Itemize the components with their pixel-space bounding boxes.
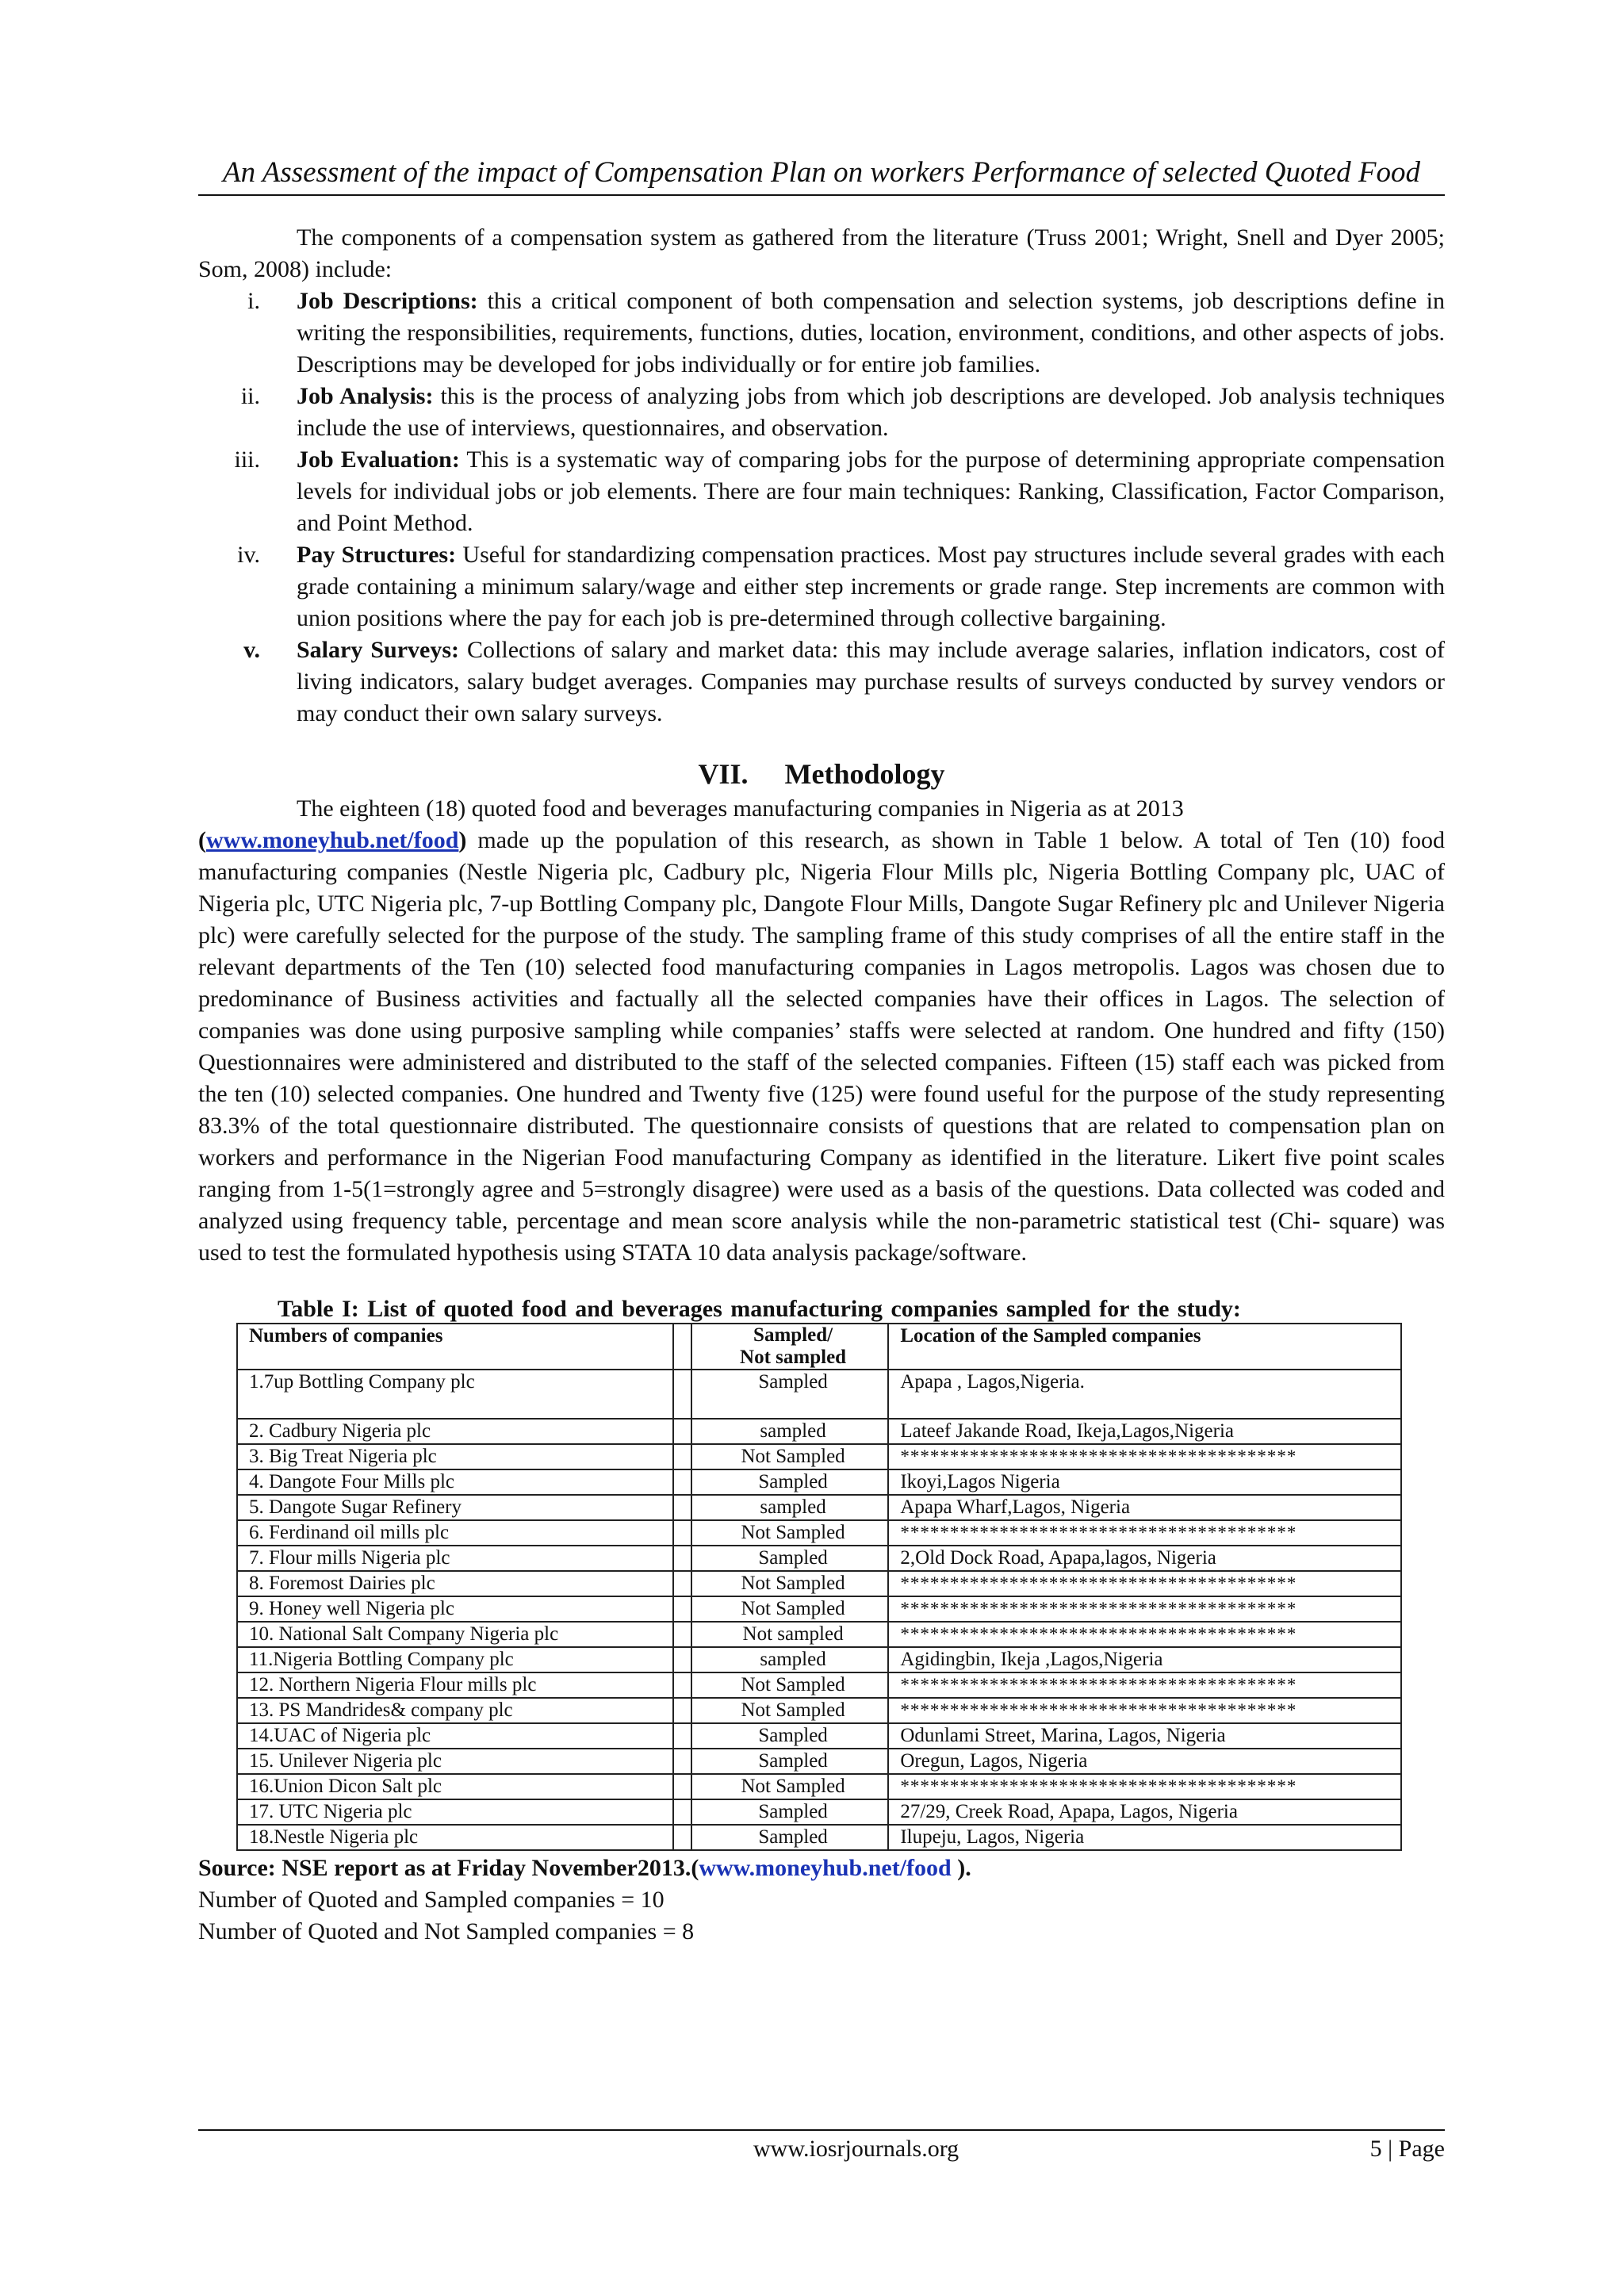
methodology-text-rest: made up the population of this research, as shown in Table 1 below. A total of Ten (10) food manufacturing companies (Nestle Nigeria plc, Cadbury plc, Nigeria Flour Mills plc, Nigeria Bottling Company plc, UAC of Nigeria plc, UTC Nigeria plc, 7-up Bottling Company plc, Dangote Flour Mills, Dangote Sugar Refinery plc and Unilever Nigeria plc) were carefully selected for the purpose of the study. The sampling frame of this study comprises of all the entire staff in the relevant departments of the Ten (10) selected food manufacturing companies in Lagos metropolis. Lagos was chosen due to predominance of Business activities and factually all the selected companies have their offices in Lagos. The selection of companies was done using purposive sampling while companies’ staffs were selected at random. One hundred and fifty (150) Questionnaires were administered and distributed to the staff of the selected companies. Fifteen (15) staff each was picked from the ten (10) selected companies. One hundred and Twenty five (125) were found useful for the purpose of the study representing 83.3% of the total questionnaire distributed. The questionnaire consists of questions that are related to compensation plan on workers and performance in the Nigerian Food manufacturing Company as identified in the literature. Likert five point scales ranging from 1-5(1=strongly agree and 5=strongly disagree) were used as a basis of the questions. Data collected was coded and analyzed using frequency table, percentage and mean score analysis while the non-parametric statistical test (Chi- square) was used to test the formulated hypothesis using STATA 10 data analysis package/software. — [198, 827, 1446, 1266]
spacer-cell — [673, 1469, 691, 1495]
company-cell: 4. Dangote Four Mills plc — [237, 1469, 673, 1495]
running-title: An Assessment of the impact of Compensation Plan on workers Performance of selected Quoted Food — [223, 156, 1420, 189]
status-cell: Sampled — [691, 1799, 889, 1825]
table-row — [237, 1495, 1401, 1520]
status-cell: Sampled — [691, 1723, 889, 1749]
list-term: Salary Surveys: — [297, 637, 460, 663]
location-cell: **************************************** — [888, 1672, 1401, 1698]
list-description: This is a systematic way of comparing jobs for the purpose of determining appropriate compensation levels for individual jobs or job elements. There are four main techniques: Ranking, Classification, Factor Comparison, and Point Method. — [297, 446, 1445, 536]
status-cell: Not Sampled — [691, 1596, 889, 1622]
companies-table — [236, 1323, 1402, 1851]
header-status-line1: Sampled/ — [753, 1324, 833, 1346]
list-item-text — [297, 444, 1445, 539]
status-cell: sampled — [691, 1495, 889, 1520]
list-term: Pay Structures: — [297, 542, 457, 568]
section-heading — [198, 757, 1445, 791]
table-body — [237, 1370, 1401, 1850]
spacer-cell — [673, 1546, 691, 1571]
table-source — [198, 1852, 1445, 1884]
link-close-paren: ) — [458, 827, 467, 853]
spacer-cell — [673, 1444, 691, 1469]
components-list — [198, 285, 1445, 730]
table-row — [237, 1419, 1401, 1444]
table-header-row — [237, 1324, 1401, 1370]
company-cell: 9. Honey well Nigeria plc — [237, 1596, 673, 1622]
spacer-cell — [673, 1596, 691, 1622]
source-suffix: ). — [951, 1855, 971, 1881]
table-row — [237, 1596, 1401, 1622]
status-cell: sampled — [691, 1647, 889, 1672]
spacer-cell — [673, 1799, 691, 1825]
footer-rule — [198, 2129, 1445, 2131]
page-body — [198, 222, 1445, 1948]
company-cell: 8. Foremost Dairies plc — [237, 1571, 673, 1596]
spacer-cell — [673, 1825, 691, 1850]
header-status-line2: Not sampled — [740, 1347, 847, 1368]
status-cell: Sampled — [691, 1370, 889, 1419]
location-cell: Apapa Wharf,Lagos, Nigeria — [888, 1495, 1401, 1520]
moneyhub-link[interactable]: www.moneyhub.net/food — [206, 827, 459, 853]
location-cell: 27/29, Creek Road, Apapa, Lagos, Nigeria — [888, 1799, 1401, 1825]
spacer-cell — [673, 1370, 691, 1419]
list-description: Collections of salary and market data: this may include average salaries, inflation indicators, cost of living indicators, salary budget averages. Companies may purchase results of surveys conducted by survey vendors or may conduct their own salary surveys. — [297, 637, 1446, 726]
list-item — [198, 444, 1445, 539]
company-cell: 3. Big Treat Nigeria plc — [237, 1444, 673, 1469]
methodology-text-start: The eighteen (18) quoted food and beverages manufacturing companies in Nigeria as at 2013 — [297, 795, 1184, 822]
spacer-cell — [673, 1698, 691, 1723]
location-cell: Apapa , Lagos,Nigeria. — [888, 1370, 1401, 1419]
company-cell: 7. Flour mills Nigeria plc — [237, 1546, 673, 1571]
location-cell: **************************************** — [888, 1698, 1401, 1723]
header-status — [691, 1324, 889, 1370]
location-cell: 2,Old Dock Road, Apapa,lagos, Nigeria — [888, 1546, 1401, 1571]
table-row — [237, 1546, 1401, 1571]
list-term: Job Descriptions: — [297, 288, 478, 314]
source-link[interactable]: www.moneyhub.net/food — [699, 1855, 952, 1881]
status-cell: Not Sampled — [691, 1698, 889, 1723]
spacer-cell — [673, 1419, 691, 1444]
table-caption: Table I: List of quoted food and beverages manufacturing companies sampled for the study: — [278, 1296, 1241, 1322]
company-cell: 5. Dangote Sugar Refinery — [237, 1495, 673, 1520]
table-row — [237, 1520, 1401, 1546]
status-cell: Sampled — [691, 1825, 889, 1850]
location-cell: **************************************** — [888, 1520, 1401, 1546]
location-cell: **************************************** — [888, 1774, 1401, 1799]
list-number: iii. — [234, 446, 260, 473]
company-cell: 18.Nestle Nigeria plc — [237, 1825, 673, 1850]
count-not-sampled: Number of Quoted and Not Sampled companies = 8 — [198, 1918, 695, 1944]
location-cell: **************************************** — [888, 1444, 1401, 1469]
list-item-text — [297, 285, 1445, 381]
status-cell: Not Sampled — [691, 1672, 889, 1698]
spacer-cell — [673, 1520, 691, 1546]
list-number: ii. — [240, 383, 260, 409]
location-cell: Oregun, Lagos, Nigeria — [888, 1749, 1401, 1774]
table-row — [237, 1749, 1401, 1774]
list-item-text — [297, 634, 1445, 730]
intro-paragraph: The components of a compensation system as gathered from the literature (Truss 2001; Wright, Snell and Dyer 2005; Som, 2008) include: — [198, 224, 1445, 282]
spacer-cell — [673, 1774, 691, 1799]
table-row — [237, 1444, 1401, 1469]
list-number: v. — [243, 637, 260, 663]
counts — [198, 1884, 1445, 1948]
company-cell: 15. Unilever Nigeria plc — [237, 1749, 673, 1774]
company-cell: 11.Nigeria Bottling Company plc — [237, 1647, 673, 1672]
location-cell: Ikoyi,Lagos Nigeria — [888, 1469, 1401, 1495]
table-row — [237, 1469, 1401, 1495]
list-item-text — [297, 539, 1445, 634]
spacer-cell — [673, 1495, 691, 1520]
section-number: VII. — [698, 758, 749, 790]
spacer-cell — [673, 1647, 691, 1672]
header-company: Numbers of companies — [237, 1324, 673, 1370]
source-prefix: Source: NSE report as at Friday November2013.( — [198, 1855, 699, 1881]
location-cell: Lateef Jakande Road, Ikeja,Lagos,Nigeria — [888, 1419, 1401, 1444]
status-cell: Sampled — [691, 1469, 889, 1495]
list-item — [198, 634, 1445, 730]
list-number: i. — [247, 288, 260, 314]
list-term: Job Analysis: — [297, 383, 434, 409]
company-cell: 13. PS Mandrides& company plc — [237, 1698, 673, 1723]
status-cell: Not Sampled — [691, 1520, 889, 1546]
list-description: this a critical component of both compensation and selection systems, job descriptions define in writing the responsibilities, requirements, functions, duties, location, environment, conditions, and other aspects of jobs. Descriptions may be developed for jobs individually or for entire job families. — [297, 288, 1446, 377]
list-number: iv. — [237, 542, 260, 568]
count-sampled: Number of Quoted and Sampled companies = 10 — [198, 1887, 665, 1913]
company-cell: 12. Northern Nigeria Flour mills plc — [237, 1672, 673, 1698]
company-cell: 1.7up Bottling Company plc — [237, 1370, 673, 1419]
list-item — [198, 381, 1445, 444]
methodology-paragraph — [198, 793, 1445, 1269]
header-location: Location of the Sampled companies — [888, 1324, 1401, 1370]
list-description: Useful for standardizing compensation practices. Most pay structures include several grades with each grade containing a minimum salary/wage and either step increments or grade range. Step increments are common with union positions where the pay for each job is pre-determined through collective bargaining. — [297, 542, 1446, 631]
list-item — [198, 285, 1445, 381]
list-item — [198, 539, 1445, 634]
spacer-cell — [673, 1622, 691, 1647]
table-row — [237, 1774, 1401, 1799]
spacer-cell — [673, 1749, 691, 1774]
table-row — [237, 1825, 1401, 1850]
location-cell: Agidingbin, Ikeja ,Lagos,Nigeria — [888, 1647, 1401, 1672]
location-cell: Ilupeju, Lagos, Nigeria — [888, 1825, 1401, 1850]
status-cell: Not Sampled — [691, 1444, 889, 1469]
location-cell: **************************************** — [888, 1622, 1401, 1647]
status-cell: sampled — [691, 1419, 889, 1444]
company-cell: 16.Union Dicon Salt plc — [237, 1774, 673, 1799]
company-cell: 6. Ferdinand oil mills plc — [237, 1520, 673, 1546]
company-cell: 17. UTC Nigeria plc — [237, 1799, 673, 1825]
table-row — [237, 1647, 1401, 1672]
company-cell: 10. National Salt Company Nigeria plc — [237, 1622, 673, 1647]
spacer-cell — [673, 1571, 691, 1596]
location-cell: **************************************** — [888, 1571, 1401, 1596]
table-row — [237, 1672, 1401, 1698]
list-term: Job Evaluation: — [297, 446, 460, 473]
list-item-text — [297, 381, 1445, 444]
spacer-cell — [673, 1723, 691, 1749]
footer-website[interactable]: www.iosrjournals.org — [753, 2136, 959, 2162]
status-cell: Not Sampled — [691, 1571, 889, 1596]
table-row — [237, 1799, 1401, 1825]
location-cell: **************************************** — [888, 1596, 1401, 1622]
section-title: Methodology — [784, 758, 945, 790]
table-row — [237, 1723, 1401, 1749]
table-row — [237, 1370, 1401, 1419]
spacer-cell — [673, 1672, 691, 1698]
header-spacer — [673, 1324, 691, 1370]
list-description: this is the process of analyzing jobs from which job descriptions are developed. Job analysis techniques include the use of interviews, questionnaires, and observation. — [297, 383, 1445, 441]
header-rule — [198, 194, 1445, 196]
link-open-paren: ( — [198, 827, 206, 853]
status-cell: Not sampled — [691, 1622, 889, 1647]
status-cell: Sampled — [691, 1749, 889, 1774]
table-row — [237, 1698, 1401, 1723]
location-cell: Odunlami Street, Marina, Lagos, Nigeria — [888, 1723, 1401, 1749]
status-cell: Sampled — [691, 1546, 889, 1571]
status-cell: Not Sampled — [691, 1774, 889, 1799]
company-cell: 14.UAC of Nigeria plc — [237, 1723, 673, 1749]
table-row — [237, 1622, 1401, 1647]
page-number: 5 | Page — [1369, 2136, 1445, 2162]
table-row — [237, 1571, 1401, 1596]
company-cell: 2. Cadbury Nigeria plc — [237, 1419, 673, 1444]
